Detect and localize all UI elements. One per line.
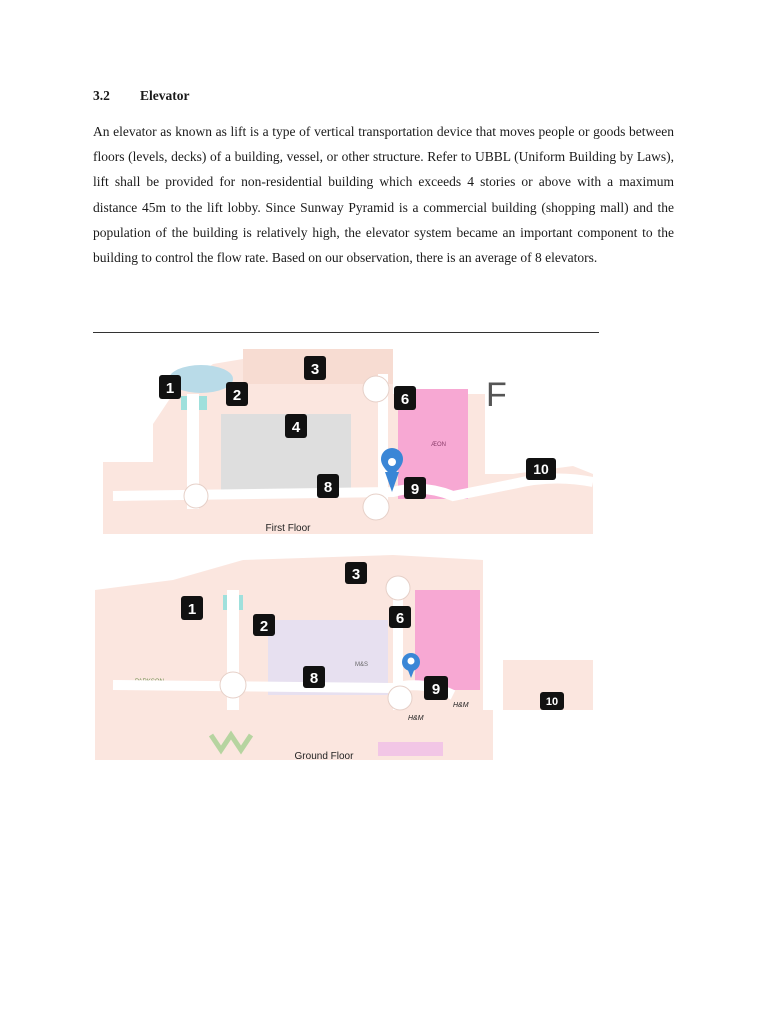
ground-floor-map [93, 550, 599, 768]
elevator-badge-6 [389, 606, 411, 628]
svg-text:9: 9 [410, 481, 420, 498]
svg-text:8: 8 [309, 670, 319, 687]
store-label-aeon: ÆON [431, 442, 446, 448]
svg-text:10: 10 [545, 696, 559, 708]
section-number: 3.2 [93, 88, 110, 103]
svg-text:6: 6 [400, 391, 410, 408]
elevator-badge-9 [424, 676, 448, 700]
elevator-badge-4 [285, 414, 307, 438]
store-label-hm-2: H&M [453, 702, 469, 709]
store-label-ms: M&S [355, 662, 369, 668]
elevator-badge-3 [345, 562, 367, 584]
svg-text:6: 6 [395, 610, 405, 627]
floor-letter: F [486, 376, 507, 414]
elevator-badge-8 [303, 666, 325, 688]
svg-text:10: 10 [533, 461, 549, 477]
body-paragraph: An elevator as known as lift is a type of vertical transportation device that moves people or goods between floors (levels, decks) of a building, vessel, or other structure. Refer to UBBL (Uniform Building by Laws), lift shall be provided for non-residential building which exceeds 4 stories or above with a maximum distance 45m to the lift lobby. Since Sunway Pyramid is a commercial building (shopping mall) and the population of the building is relatively high, the elevator system became an important component to the building to control the flow rate. Based on our observation, there is an average of 8 elevators. [93, 124, 674, 266]
anchor-store [415, 590, 480, 690]
elevator-badge-10 [526, 458, 556, 480]
section-title: Elevator [140, 88, 190, 103]
elevator-badge-10 [540, 692, 564, 710]
svg-text:3: 3 [310, 361, 320, 378]
elevator-badge-2 [226, 382, 248, 406]
svg-text:3: 3 [351, 566, 361, 583]
elevator-badge-1 [159, 375, 181, 399]
elevator-badge-1 [181, 596, 203, 620]
svg-text:1: 1 [187, 601, 197, 618]
svg-text:2: 2 [232, 387, 242, 404]
elevator-badge-8 [317, 474, 339, 498]
svg-text:2: 2 [259, 618, 269, 635]
svg-text:1: 1 [165, 380, 175, 397]
elevator-badge-2 [253, 614, 275, 636]
first-floor-map [93, 334, 599, 536]
ground-floor-label: Ground Floor [294, 751, 354, 762]
svg-text:9: 9 [431, 681, 441, 698]
store-label-parkson: PARKSON [135, 679, 164, 685]
elevator-badge-9 [404, 477, 426, 499]
section-heading [93, 88, 190, 104]
first-floor-label: First Floor [265, 523, 311, 534]
elevator-badge-3 [304, 356, 326, 380]
store-label-hm-1: H&M [408, 715, 424, 722]
elevator-badge-6 [394, 386, 416, 410]
divider [93, 332, 599, 333]
svg-text:4: 4 [291, 419, 301, 436]
svg-text:8: 8 [323, 479, 333, 496]
